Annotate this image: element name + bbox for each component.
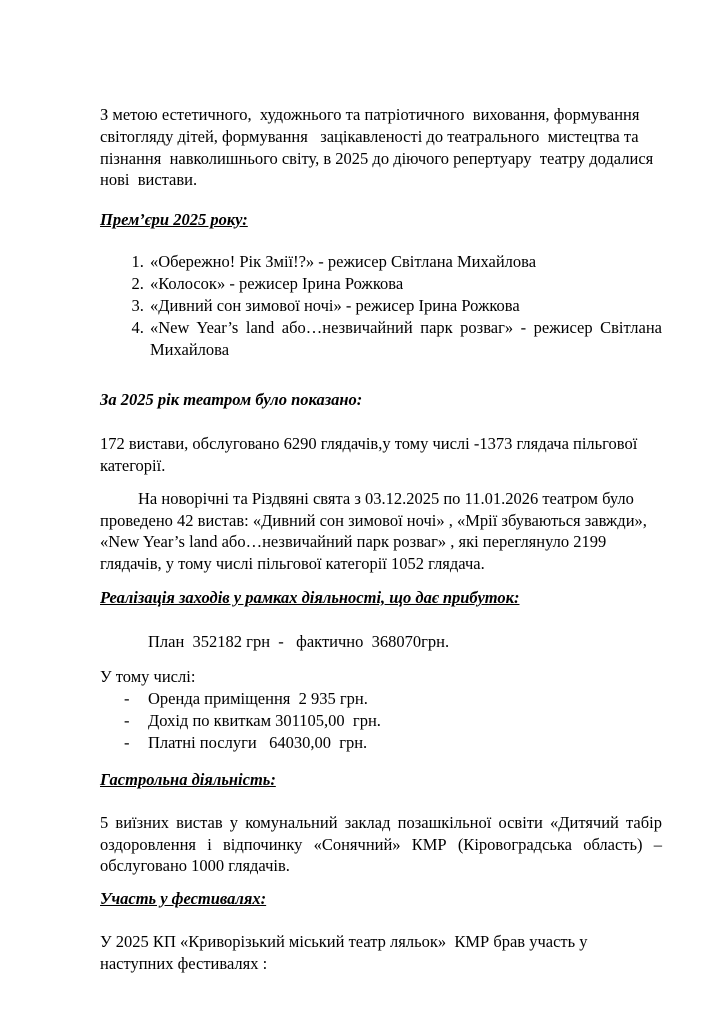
heading-shown-2025: За 2025 рік театром було показано: bbox=[100, 389, 363, 409]
intro-paragraph: З метою естетичного, художнього та патріотичного виховання, формування світогляду дітей, формування зацікавленості до театрального мистецтва та пізнання навколишнього світу, в 2025 до діючого репертуару театру додалися нові вистави. bbox=[100, 105, 658, 190]
profit-item bbox=[124, 710, 662, 732]
profit-item-text: Дохід по квиткам 301105,00 грн. bbox=[148, 711, 381, 731]
holiday-shows-paragraph: На новорічні та Різдвяні свята з 03.12.2025 по 11.01.2026 театром було проведено 42 вистав: «Дивний сон зимової ночі» , «Мрії збуваються завжди», «New Year’s land або…незвичайний парк розваг» , які переглянуло 2199 глядачів, у тому числі пільгової категорії 1052 глядача. bbox=[100, 488, 652, 574]
plan-vs-actual-line: План 352182 грн - фактично 368070грн. bbox=[148, 631, 450, 651]
shown-stats-paragraph: 172 вистави, обслуговано 6290 глядачів,у тому числі -1373 глядача пільгової категорії. bbox=[100, 434, 642, 476]
profit-item bbox=[124, 732, 662, 754]
festivals-paragraph: У 2025 КП «Криворізький міський театр ляльок» КМР брав участь у наступних фестивалях : bbox=[100, 931, 592, 973]
dash-marker: - bbox=[124, 711, 130, 731]
dash-marker: - bbox=[124, 689, 130, 709]
heading-premieres-2025: Прем’єри 2025 року: bbox=[100, 210, 248, 230]
premiere-item: 1. «Обережно! Рік Змії!?» - режисер Світлана Михайлова bbox=[148, 251, 662, 273]
heading-festival-participation: Участь у фестивалях: bbox=[100, 889, 267, 909]
premieres-list bbox=[100, 251, 662, 361]
premiere-item: 4. «New Year’s land або…незвичайний парк розваг» - режисер Світлана Михайлова bbox=[148, 317, 662, 361]
premiere-item: 2. «Колосок» - режисер Ірина Рожкова bbox=[148, 273, 662, 295]
profit-item-text: Платні послуги 64030,00 грн. bbox=[148, 733, 368, 753]
profit-item bbox=[124, 688, 662, 710]
heading-touring-activity: Гастрольна діяльність: bbox=[100, 769, 276, 789]
touring-paragraph: 5 виїзних вистав у комунальний заклад позашкільної освіти «Дитячий табір оздоровлення і відпочинку «Сонячний» КМР (Кіровоградська область) – обслуговано 1000 глядачів. bbox=[100, 812, 662, 876]
heading-profit-activities: Реалізація заходів у рамках діяльності, що дає прибуток: bbox=[100, 587, 520, 607]
dash-marker: - bbox=[124, 733, 130, 753]
including-label: У тому числі: bbox=[100, 667, 196, 687]
profit-item-text: Оренда приміщення 2 935 грн. bbox=[148, 689, 368, 709]
premiere-item: 3. «Дивний сон зимової ночі» - режисер Ірина Рожкова bbox=[148, 295, 662, 317]
profit-breakdown-list bbox=[100, 688, 662, 754]
